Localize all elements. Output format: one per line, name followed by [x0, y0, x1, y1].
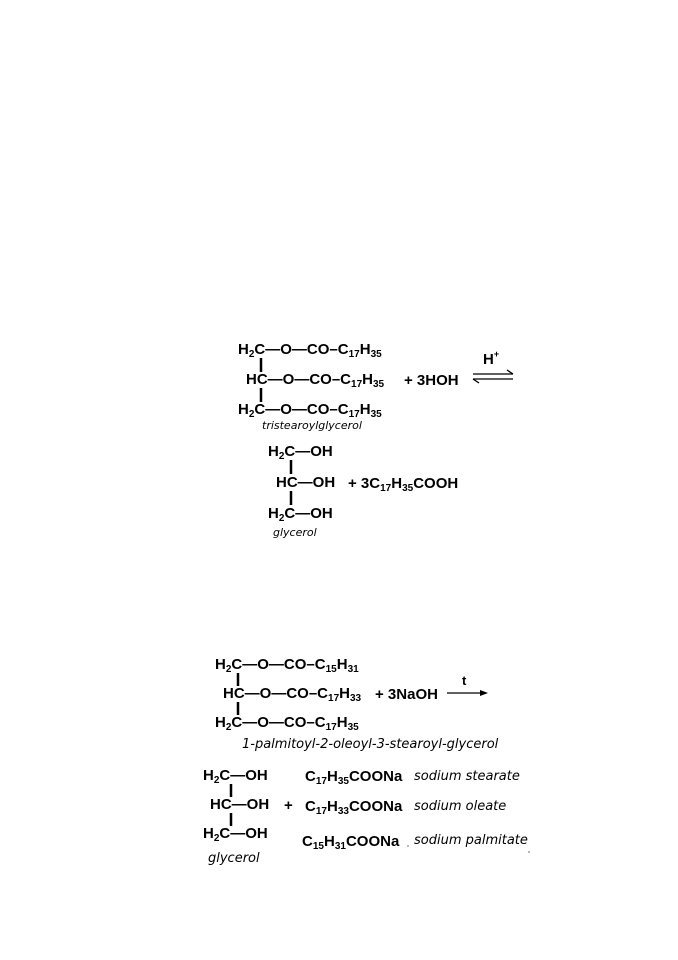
product-row-2: HC—OH	[276, 474, 336, 491]
product-row-2: HC—OH	[210, 796, 270, 813]
reaction-arrow	[447, 690, 488, 696]
reactant-row-3: $H_2C—O—CO-C_{17}H_{35}$	[215, 714, 359, 733]
salt-stearate: $C_{17}H_{35}COONa$	[305, 768, 403, 787]
reactant-row-2: $HC—O—CO-C_{17}H_{33}$	[223, 685, 362, 704]
salt-oleate-name: sodium oleate	[414, 799, 507, 814]
equilibrium-arrow	[473, 370, 513, 383]
product-name: glycerol	[208, 851, 260, 866]
product-row-1: $H_2C—OH$	[268, 443, 333, 462]
product-name: glycerol	[273, 526, 317, 539]
reactant-name: tristearoylglycerol	[262, 419, 362, 432]
plus-sign: +	[284, 797, 293, 814]
catalyst-label: H+	[483, 349, 500, 368]
condition-label: t	[462, 673, 467, 688]
product-row-3: $H_2C—OH$	[203, 825, 268, 844]
reactant-row-1: $H_2C—O—CO-C_{17}H_{35}$	[238, 341, 382, 360]
reagent-water: + 3HOH	[404, 372, 459, 389]
product-acid: + $3C_{17}H_{35}COOH$	[348, 475, 459, 494]
product-row-3: $H_2C—OH$	[268, 505, 333, 524]
reactant-name: 1-palmitoyl-2-oleoyl-3-stearoyl-glycerol	[242, 737, 499, 752]
product-row-1: $H_2C—OH$	[203, 767, 268, 786]
reactant-row-2: $HC—O—CO-C_{17}H_{35}$	[246, 371, 385, 390]
salt-palmitate-name: sodium palmitate	[414, 833, 528, 848]
reactant-row-3: $H_2C—O—CO-C_{17}H_{35}$	[238, 401, 382, 420]
salt-oleate: $C_{17}H_{33}COONa$	[305, 798, 403, 817]
reagent-naoh: + 3NaOH	[375, 686, 438, 703]
salt-stearate-name: sodium stearate	[414, 769, 520, 784]
salt-palmitate: $C_{15}H_{31}COONa$	[302, 833, 400, 852]
reactant-row-1: $H_2C—O—CO-C_{15}H_{31}$	[215, 656, 359, 675]
